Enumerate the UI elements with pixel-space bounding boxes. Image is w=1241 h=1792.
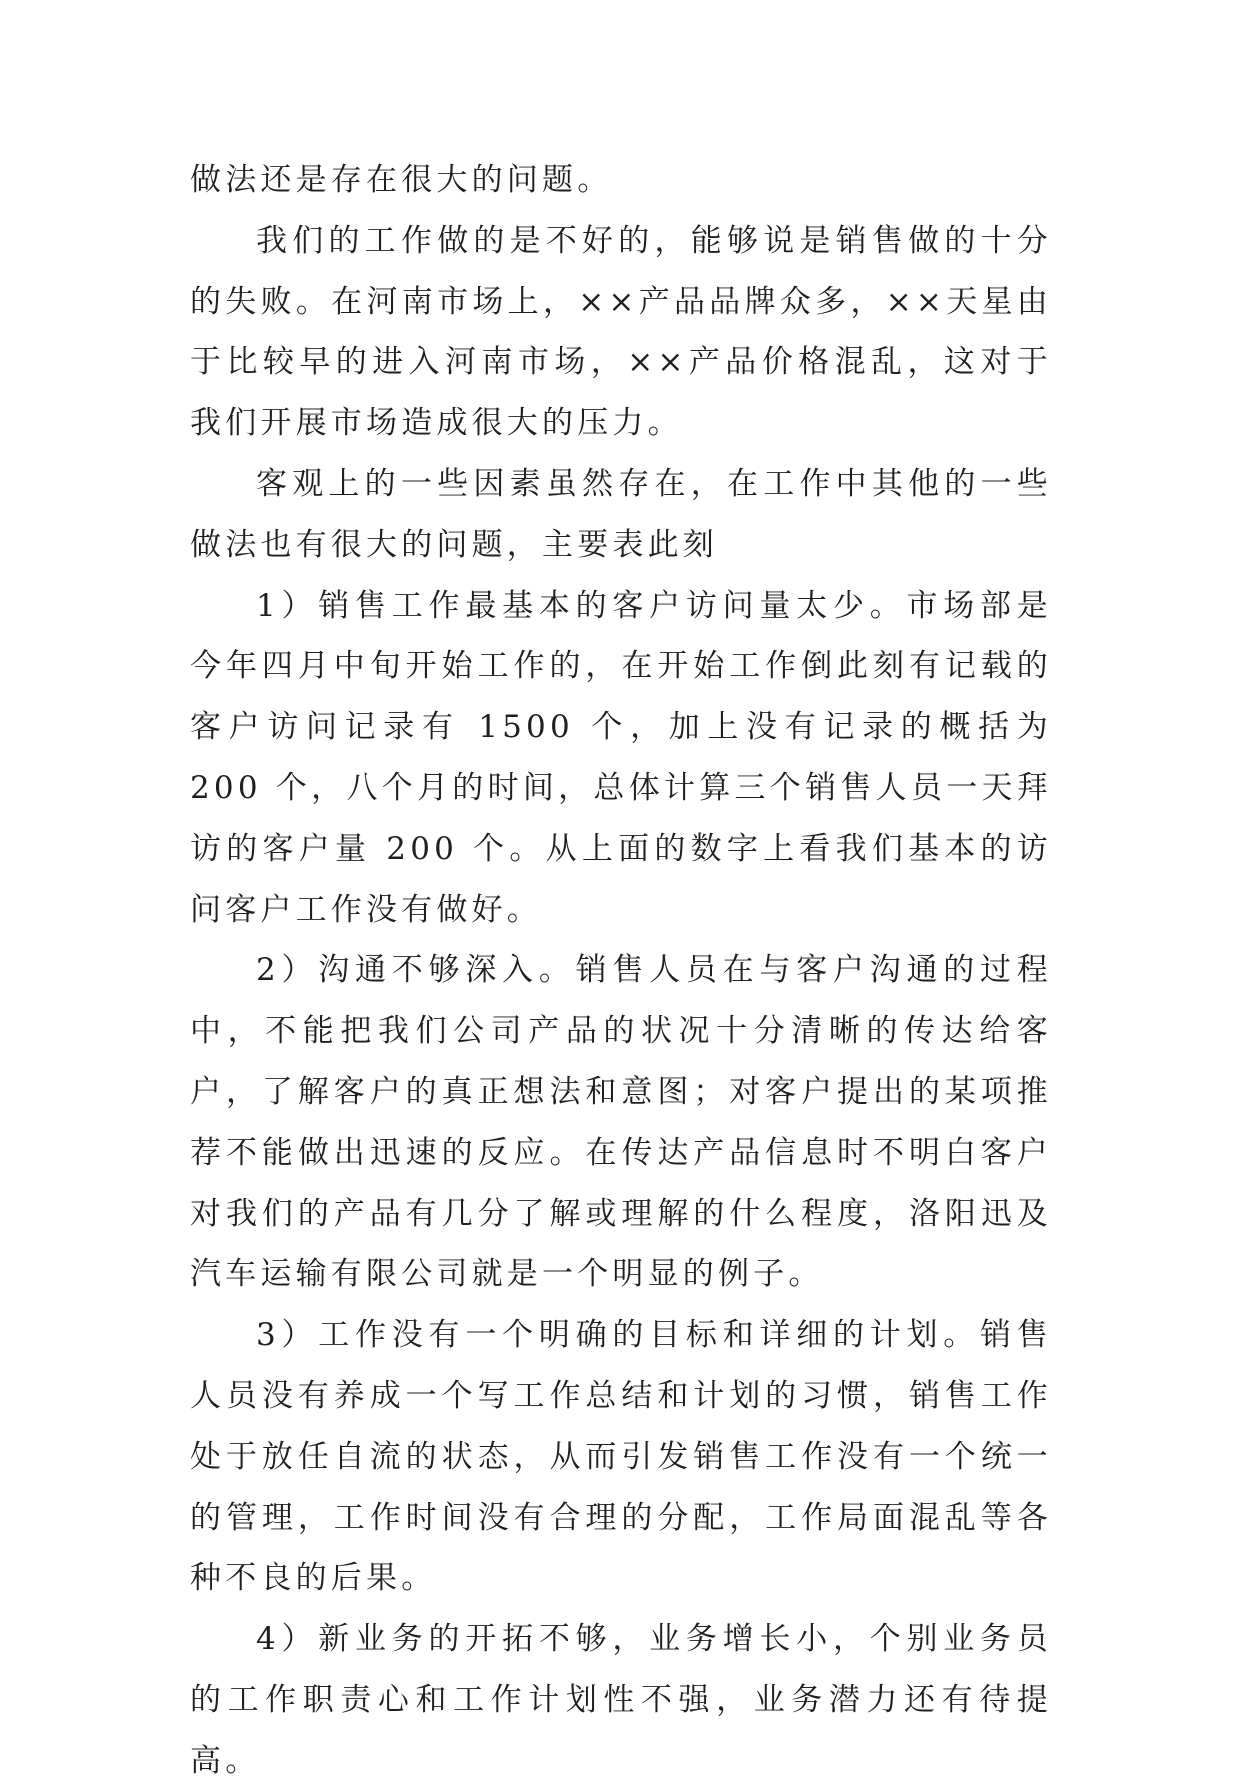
document-body [190,150,1052,1792]
paragraph-continuation: 做法还是存在很大的问题。 [190,162,613,198]
paragraph-item-3: 3）工作没有一个明确的目标和详细的计划。销售人员没有养成一个写工作总结和计划的习惯，销售工作处于放任自流的状态，从而引发销售工作没有一个统一的管理，工作时间没有合理的分配，工作局面混乱等各种不良的后果。 [190,1317,1052,1597]
paragraph-item-2: 2）沟通不够深入。销售人员在与客户沟通的过程中，不能把我们公司产品的状况十分清晰的传达给客户，了解客户的真正想法和意图；对客户提出的某项推荐不能做出迅速的反应。在传达产品信息时不明白客户对我们的产品有几分了解或理解的什么程度，洛阳迅及汽车运输有限公司就是一个明显的例子。 [190,952,1052,1293]
paragraph-item-1: 1）销售工作最基本的客户访问量太少。市场部是今年四月中旬开始工作的，在开始工作倒此刻有记载的客户访问记录有 1500 个，加上没有记录的概括为 200 个，八个月的时间，总体计算三个销售人员一天拜访的客户量 200 个。从上面的数字上看我们基本的访问客户工作没有做好。 [190,587,1052,928]
paragraph-objective-factors: 客观上的一些因素虽然存在，在工作中其他的一些做法也有很大的问题，主要表此刻 [190,465,1052,563]
paragraph-sales-failure: 我们的工作做的是不好的，能够说是销售做的十分的失败。在河南市场上，××产品品牌众多，××天星由于比较早的进入河南市场，××产品价格混乱，这对于我们开展市场造成很大的压力。 [190,222,1052,442]
paragraph-item-4: 4）新业务的开拓不够，业务增长小，个别业务员的工作职责心和工作计划性不强，业务潜力还有待提高。 [190,1621,1052,1779]
